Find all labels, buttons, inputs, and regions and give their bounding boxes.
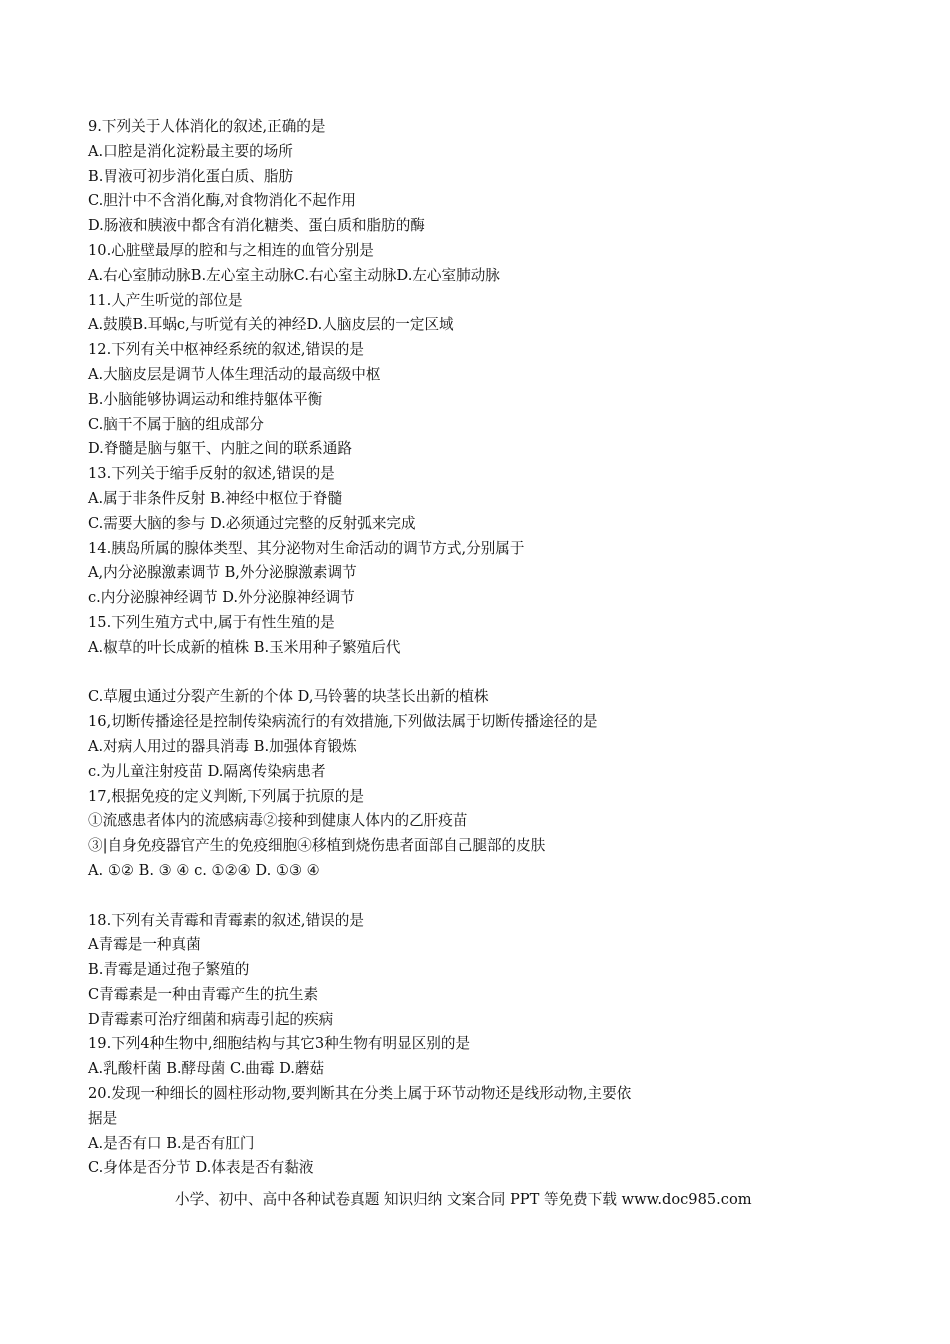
q9-option-c: C.胆汁中不含消化酶,对食物消化不起作用 bbox=[88, 192, 357, 210]
q9-option-a: A.口腔是消化淀粉最主要的场所 bbox=[88, 142, 293, 160]
q14-options-ab: A,内分泌腺激素调节 B,外分泌腺激素调节 bbox=[88, 564, 357, 582]
q9-option-d: D.肠液和胰液中都含有消化糖类、蛋白质和脂肪的酶 bbox=[88, 217, 425, 235]
q18-option-c: C青霉素是一种由青霉产生的抗生素 bbox=[88, 985, 319, 1003]
q13-stem: 13.下列关于缩手反射的叙述,错误的是 bbox=[88, 465, 335, 483]
q18-option-b: B.青霉是通过孢子繁殖的 bbox=[88, 961, 250, 979]
q10-options: A.右心室肺动脉B.左心室主动脉C.右心室主动脉D.左心室肺动脉 bbox=[88, 266, 500, 284]
q17-items-34: ③|自身免疫器官产生的免疫细胞④移植到烧伤患者面部自己腿部的皮肤 bbox=[88, 837, 546, 855]
question-text-block bbox=[88, 115, 808, 1181]
q20-stem: 20.发现一种细长的圆柱形动物,要判断其在分类上属于环节动物还是线形动物,主要依 bbox=[88, 1085, 632, 1103]
q16-options-ab: A.对病人用过的器具消毒 B.加强体育锻炼 bbox=[88, 737, 357, 755]
q14-options-cd: c.内分泌腺神经调节 D.外分泌腺神经调节 bbox=[88, 589, 355, 607]
q13-options-cd: C.需要大脑的参与 D.必须通过完整的反射弧来完成 bbox=[88, 514, 416, 532]
q12-stem: 12.下列有关中枢神经系统的叙述,错误的是 bbox=[88, 341, 364, 359]
q16-stem: 16,切断传播途径是控制传染病流行的有效措施,下列做法属于切断传播途径的是 bbox=[88, 713, 598, 731]
q17-items-12: ①流感患者体内的流感病毒②接种到健康人体内的乙肝疫苗 bbox=[88, 812, 468, 830]
q12-option-b: B.小脑能够协调运动和维持躯体平衡 bbox=[88, 390, 323, 408]
q18-stem: 18.下列有关青霉和青霉素的叙述,错误的是 bbox=[88, 911, 364, 929]
q16-options-cd: c.为儿童注射疫苗 D.隔离传染病患者 bbox=[88, 762, 326, 780]
q9-option-b: B.胃液可初步消化蛋白质、脂肪 bbox=[88, 167, 294, 185]
q19-stem: 19.下列4种生物中,细胞结构与其它3种生物有明显区别的是 bbox=[88, 1035, 471, 1053]
q20-stem-continued: 据是 bbox=[88, 1109, 118, 1127]
q18-option-a: A青霉是一种真菌 bbox=[88, 936, 201, 954]
q10-stem: 10.心脏壁最厚的腔和与之相连的血管分别是 bbox=[88, 241, 374, 259]
q19-options: A.乳酸杆菌 B.酵母菌 C.曲霉 D.蘑菇 bbox=[88, 1060, 325, 1078]
q12-option-c: C.脑干不属于脑的组成部分 bbox=[88, 415, 264, 433]
q12-option-d: D.脊髓是脑与躯干、内脏之间的联系通路 bbox=[88, 440, 352, 458]
q15-options-ab: A.椒草的叶长成新的植株 B.玉米用种子繁殖后代 bbox=[88, 638, 401, 656]
q17-options: A. ①② B. ③ ④ c. ①②④ D. ①③ ④ bbox=[88, 861, 320, 879]
q12-option-a: A.大脑皮层是调节人体生理活动的最高级中枢 bbox=[88, 365, 381, 383]
q11-options: A.鼓膜B.耳蜗c,与听觉有关的神经D.人脑皮层的一定区域 bbox=[88, 316, 454, 334]
q17-stem: 17,根据免疫的定义判断,下列属于抗原的是 bbox=[88, 787, 364, 805]
q20-options-ab: A.是否有口 B.是否有肛门 bbox=[88, 1134, 255, 1152]
q20-options-cd: C.身体是否分节 D.体表是否有黏液 bbox=[88, 1159, 314, 1177]
page-footer: 小学、初中、高中各种试卷真题 知识归纳 文案合同 PPT 等免费下载 www.doc985.com bbox=[175, 1191, 752, 1208]
q11-stem: 11.人产生听觉的部位是 bbox=[88, 291, 243, 309]
q9-stem: 9.下列关于人体消化的叙述,正确的是 bbox=[88, 118, 326, 135]
q13-options-ab: A.属于非条件反射 B.神经中枢位于脊髓 bbox=[88, 489, 343, 507]
q15-options-cd: C.草履虫通过分裂产生新的个体 D,马铃薯的块茎长出新的植株 bbox=[88, 688, 489, 706]
q14-stem: 14.胰岛所属的腺体类型、其分泌物对生命活动的调节方式,分别属于 bbox=[88, 539, 525, 557]
q15-stem: 15.下列生殖方式中,属于有性生殖的是 bbox=[88, 613, 335, 631]
q18-option-d: D青霉素可治疗细菌和病毒引起的疾病 bbox=[88, 1010, 334, 1028]
